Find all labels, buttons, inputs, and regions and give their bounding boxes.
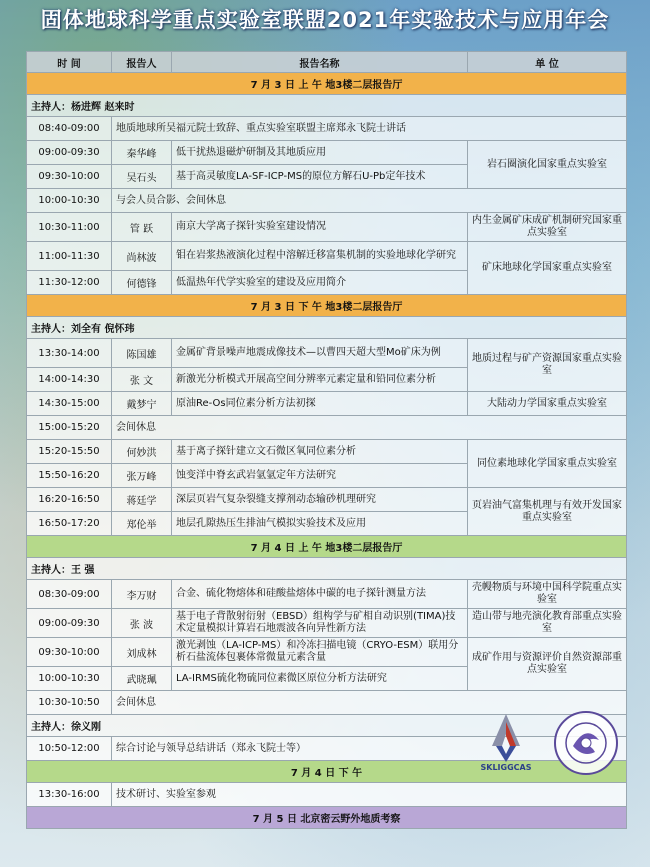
table-row: 10:30-10:50 会间休息 — [27, 691, 627, 715]
section-header: 7 月 3 日 下 午 地3楼二层报告厅 — [27, 295, 627, 317]
section-header: 7 月 5 日 北京密云野外地质考察 — [27, 807, 627, 829]
institute-seal-logo — [553, 710, 619, 776]
unit-cell: 成矿作用与资源评价自然资源部重点实验室 — [468, 638, 627, 691]
table-row: 10:00-10:30 与会人员合影、会间休息 — [27, 189, 627, 213]
table-row: 14:00-14:30 张 文 新激光分析模式开展高空间分辨率元素定量和铅同位素分析 — [27, 368, 627, 392]
header-topic: 报告名称 — [172, 52, 468, 73]
section-header: 7 月 3 日 上 午 地3楼二层报告厅 — [27, 73, 627, 95]
table-row: 09:00-09:30 张 波 基于电子背散射衍射（EBSD）组构学与矿相自动识别(TIMA)技术定量模拟计算岩石地震波各向异性新方法 造山带与地壳演化教育部重点实验室 — [27, 609, 627, 638]
table-row: 15:00-15:20 会间休息 — [27, 416, 627, 440]
table-row: 09:00-09:30 秦华峰 低干扰热退磁炉研制及其地质应用 岩石圈演化国家重点实验室 — [27, 141, 627, 165]
page-title: 固体地球科学重点实验室联盟2021年实验技术与应用年会 — [40, 8, 610, 32]
table-row: 10:30-11:00 管 跃 南京大学离子探针实验室建设情况 内生金属矿床成矿机制研究国家重点实验室 — [27, 213, 627, 242]
header-time: 时 间 — [27, 52, 112, 73]
unit-cell: 页岩油气富集机理与有效开发国家重点实验室 — [468, 488, 627, 536]
host-row: 主持人：杨进辉 赵来时 — [27, 95, 627, 117]
table-row: 08:40-09:00 地质地球所吴福元院士致辞、重点实验室联盟主席郑永飞院士讲话 — [27, 117, 627, 141]
table-row: 13:30-14:00 陈国雄 金属矿背景噪声地震成像技术—以曹四天超大型Mo矿床为例 地质过程与矿产资源国家重点实验室 — [27, 339, 627, 368]
table-row: 11:00-11:30 尚林波 钼在岩浆热液演化过程中溶解迁移富集机制的实验地球化学研究 矿床地球化学国家重点实验室 — [27, 242, 627, 271]
table-row: 09:30-10:00 吴石头 基于高灵敏度LA-SF-ICP-MS的原位方解石U-Pb定年技术 — [27, 165, 627, 189]
table-row: 16:50-17:20 郑伦举 地层孔隙热压生排油气模拟实验技术及应用 — [27, 512, 627, 536]
unit-cell: 大陆动力学国家重点实验室 — [468, 392, 627, 416]
section-header: 7 月 4 日 下 午 — [27, 761, 627, 783]
table-row: 10:50-12:00 综合讨论与领导总结讲话（郑永飞院士等） — [27, 737, 627, 761]
table-row: 13:30-16:00 技术研讨、实验室参观 — [27, 783, 627, 807]
section-header: 7 月 4 日 上 午 地3楼二层报告厅 — [27, 536, 627, 558]
table-row: 14:30-15:00 戴梦宁 原油Re-Os同位素分析方法初探 大陆动力学国家重点实验室 — [27, 392, 627, 416]
host-row: 主持人：王 强 — [27, 558, 627, 580]
table-row: 16:20-16:50 蒋廷学 深层页岩气复杂裂缝支撑剂动态输砂机理研究 页岩油气富集机理与有效开发国家重点实验室 — [27, 488, 627, 512]
host-row: 主持人：徐义刚 — [27, 715, 627, 737]
header-unit: 单 位 — [468, 52, 627, 73]
unit-cell: 地质过程与矿产资源国家重点实验室 — [468, 339, 627, 392]
unit-cell: 岩石圈演化国家重点实验室 — [468, 141, 627, 189]
table-row: 11:30-12:00 何德锋 低温热年代学实验室的建设及应用简介 — [27, 271, 627, 295]
table-row: 15:50-16:20 张万峰 蚀变洋中脊玄武岩氩氩定年方法研究 — [27, 464, 627, 488]
unit-cell: 造山带与地壳演化教育部重点实验室 — [468, 609, 627, 638]
unit-cell: 内生金属矿床成矿机制研究国家重点实验室 — [468, 213, 627, 242]
table-row: 08:30-09:00 李万财 合金、硫化物熔体和硅酸盐熔体中碳的电子探针测量方法 壳幔物质与环境中国科学院重点实验室 — [27, 580, 627, 609]
table-row: 10:00-10:30 武晓珮 LA-IRMS硫化物硫同位素微区原位分析方法研究 — [27, 667, 627, 691]
table-row: 09:30-10:00 刘成林 激光剥蚀（LA-ICP-MS）和冷冻扫描电镜（CRYO-ESM）联用分析石盐流体包裹体常微量元素含量 成矿作用与资源评价自然资源部重点实验室 — [27, 638, 627, 667]
skl-iggcas-logo — [470, 712, 542, 772]
table-header — [27, 52, 627, 73]
skl-logo-text: SKLIGGCAS — [480, 763, 532, 772]
host-row: 主持人：刘全有 倪怀玮 — [27, 317, 627, 339]
unit-cell: 矿床地球化学国家重点实验室 — [468, 242, 627, 295]
table-row: 15:20-15:50 何妙洪 基于离子探针建立文石微区氧同位素分析 同位素地球化学国家重点实验室 — [27, 440, 627, 464]
unit-cell: 同位素地球化学国家重点实验室 — [468, 440, 627, 488]
unit-cell: 壳幔物质与环境中国科学院重点实验室 — [468, 580, 627, 609]
header-reporter: 报告人 — [112, 52, 172, 73]
